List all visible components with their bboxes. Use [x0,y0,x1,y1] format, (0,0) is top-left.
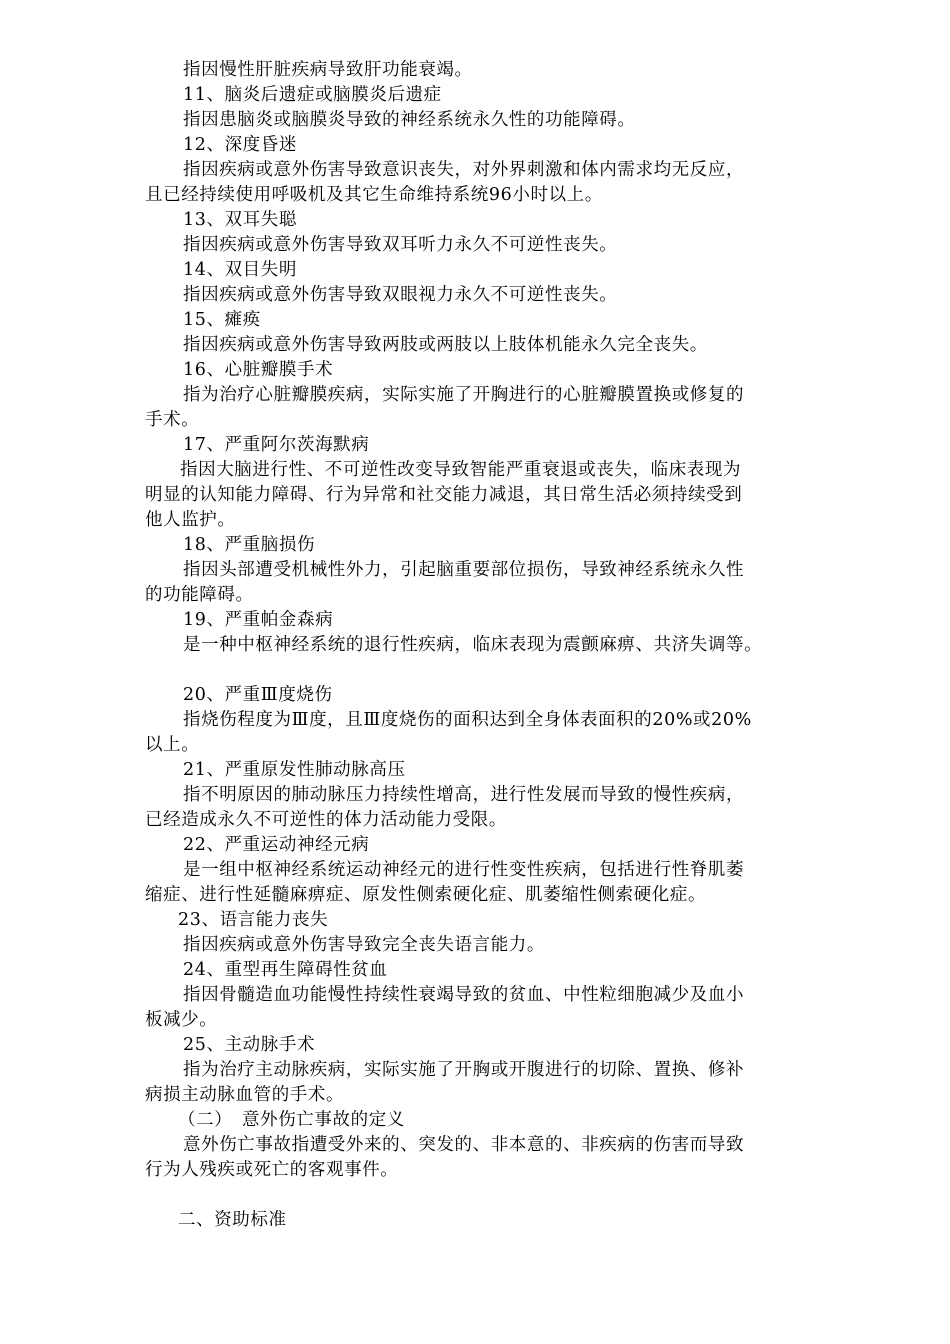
paragraph-line: 指为治疗主动脉疾病，实际实施了开胸或开腹进行的切除、置换、修补 [183,1060,745,1080]
item-heading: 12、深度昏迷 [183,135,297,155]
item-heading: 24、重型再生障碍性贫血 [183,960,388,980]
paragraph-line: 指因患脑炎或脑膜炎导致的神经系统永久性的功能障碍。 [183,110,636,130]
item-heading: 18、严重脑损伤 [183,535,316,555]
paragraph-line: 指因慢性肝脏疾病导致肝功能衰竭。 [183,60,473,80]
paragraph-line: 手术。 [145,410,200,430]
paragraph-line: 是一组中枢神经系统运动神经元的进行性变性疾病，包括进行性脊肌萎 [183,860,745,880]
paragraph-line: 指因疾病或意外伤害导致双眼视力永久不可逆性丧失。 [183,285,618,305]
paragraph-line: 且已经持续使用呼吸机及其它生命维持系统96小时以上。 [145,185,603,205]
paragraph-line: 指因疾病或意外伤害导致意识丧失，对外界刺激和体内需求均无反应， [183,160,745,180]
item-heading: 20、严重Ⅲ度烧伤 [183,685,333,705]
item-heading: 21、严重原发性肺动脉高压 [183,760,406,780]
paragraph-line: 行为人残疾或死亡的客观事件。 [145,1160,399,1180]
paragraph-line: 指烧伤程度为Ⅲ度，且Ⅲ度烧伤的面积达到全身体表面积的20%或20% [183,710,752,730]
section-title: 意外伤亡事故的定义 [242,1110,405,1130]
paragraph-line: 指因疾病或意外伤害导致两肢或两肢以上肢体机能永久完全丧失。 [183,335,708,355]
item-heading: 22、严重运动神经元病 [183,835,370,855]
item-heading: 25、主动脉手术 [183,1035,316,1055]
paragraph-line: 缩症、进行性延髓麻痹症、原发性侧索硬化症、肌萎缩性侧索硬化症。 [145,885,707,905]
section-heading [178,1108,405,1133]
item-heading: 11、脑炎后遗症或脑膜炎后遗症 [183,85,442,105]
paragraph-line: 指因头部遭受机械性外力，引起脑重要部位损伤，导致神经系统永久性 [183,560,745,580]
paragraph-line: 他人监护。 [145,510,236,530]
item-heading: 19、严重帕金森病 [183,610,334,630]
paragraph-line: 指因疾病或意外伤害导致双耳听力永久不可逆性丧失。 [183,235,618,255]
item-heading: 16、心脏瓣膜手术 [183,360,334,380]
paragraph-line: 指因疾病或意外伤害导致完全丧失语言能力。 [183,935,545,955]
item-heading: 17、严重阿尔茨海默病 [183,435,370,455]
paragraph-line: 意外伤亡事故指遭受外来的、突发的、非本意的、非疾病的伤害而导致 [183,1135,745,1155]
paragraph-line: 病损主动脉血管的手术。 [145,1085,345,1105]
section-number: （二） [178,1110,233,1130]
paragraph-line: 指因大脑进行性、不可逆性改变导致智能严重衰退或丧失，临床表现为 [180,460,742,480]
paragraph-line: 指因骨髓造血功能慢性持续性衰竭导致的贫血、中性粒细胞减少及血小 [183,985,745,1005]
paragraph-line: 已经造成永久不可逆性的体力活动能力受限。 [145,810,507,830]
paragraph-line: 板减少。 [145,1010,218,1030]
item-heading: 15、瘫痪 [183,310,261,330]
paragraph-line: 指为治疗心脏瓣膜疾病，实际实施了开胸进行的心脏瓣膜置换或修复的 [183,385,745,405]
item-heading: 14、双目失明 [183,260,297,280]
paragraph-line: 以上。 [145,735,200,755]
paragraph-line: 是一种中枢神经系统的退行性疾病，临床表现为震颤麻痹、共济失调等。 [183,635,763,655]
paragraph-line: 明显的认知能力障碍、行为异常和社交能力减退，其日常生活必须持续受到 [145,485,743,505]
paragraph-line: 的功能障碍。 [145,585,254,605]
chapter-heading: 二、资助标准 [178,1210,287,1230]
paragraph-line: 指不明原因的肺动脉压力持续性增高，进行性发展而导致的慢性疾病， [183,785,745,805]
item-heading: 23、语言能力丧失 [178,910,329,930]
item-heading: 13、双耳失聪 [183,210,297,230]
